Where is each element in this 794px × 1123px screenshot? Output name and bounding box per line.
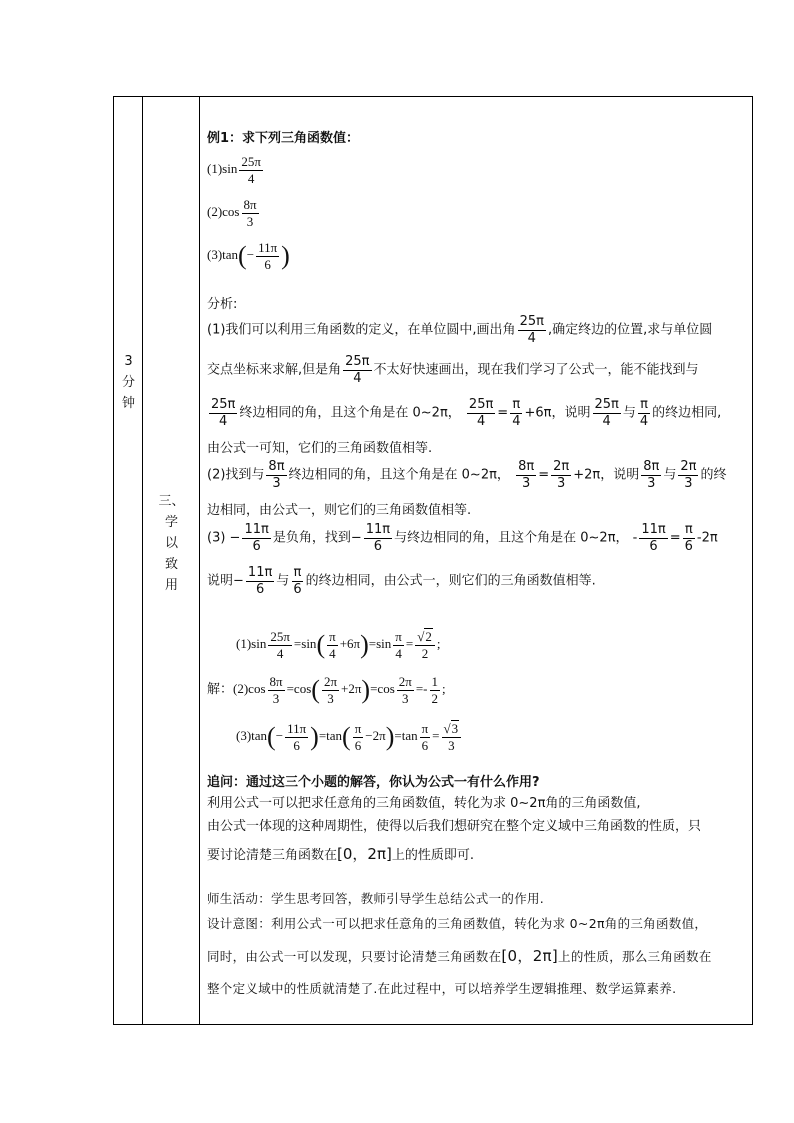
question-3: (3)tan(− $\frac{11\pi}{6}$ ) bbox=[207, 240, 290, 272]
intent-line-2: 同时，由公式一可以发现，只要讨论清楚三角函数在[0，2π]上的性质，那么三角函数在 bbox=[207, 947, 712, 965]
analysis-2-line1: (2)找到与 $\frac{8\pi}{3}$ 终边相同的角，且这个角是在 0~2π， $\frac{8\pi}{3}$ = $\frac{2\pi}{3}$ +2π，说明 $\frac{8\pi}{3}$ 与 $\frac{2\pi}{3}$ 的终 bbox=[207, 459, 727, 491]
time-column bbox=[114, 97, 143, 1024]
activity-note: 师生活动：学生思考回答，教师引导学生总结公式一的作用. bbox=[207, 891, 545, 906]
lesson-table bbox=[113, 96, 753, 1025]
solution-2: 解：(2)cos $\frac{8\pi}{3}$ =cos( $\frac{2\pi}{3}$ +2π)=cos $\frac{2\pi}{3}$ =- $\frac{1}{2}$ ; bbox=[207, 674, 446, 706]
analysis-label: 分析: bbox=[207, 297, 238, 312]
section-column bbox=[143, 97, 200, 1024]
followup-answer-3: 要讨论清楚三角函数在[0，2π]上的性质即可. bbox=[207, 845, 474, 863]
question-1: (1)sin $\frac{25\pi}{4}$ bbox=[207, 154, 261, 186]
analysis-1-line3: $\frac{25\pi}{4}$ 终边相同的角，且这个角是在 0~2π， $\frac{25\pi}{4}$ = $\frac{\pi}{4}$ +6π，说明 $\frac{25\pi}{4}$ 与 $\frac{\pi}{4}$ 的终边相同, bbox=[211, 397, 722, 429]
content-column bbox=[200, 97, 752, 1024]
analysis-3-line1: (3) − $\frac{11\pi}{6}$ 是负角，找到− $\frac{11\pi}{6}$ 与终边相同的角，且这个角是在 0~2π， - $\frac{11\pi}{6}$ = $\frac{\pi}{6}$ -2π bbox=[207, 522, 718, 554]
analysis-1-line4: 由公式一可知，它们的三角函数值相等. bbox=[207, 441, 433, 456]
section-label: 三、 学 以 致 用 bbox=[158, 494, 185, 593]
question-2: (2)cos $\frac{8\pi}{3}$ bbox=[207, 197, 257, 229]
solution-1: (1)sin $\frac{25\pi}{4}$ =sin( $\frac{\pi}{4}$ +6π)=sin $\frac{\pi}{4}$ = $\frac{√2}{2}$ ; bbox=[236, 629, 441, 661]
example-title: 例1：求下列三角函数值： bbox=[207, 131, 360, 146]
intent-line-3: 整个定义域中的性质就清楚了.在此过程中，可以培养学生逻辑推理、数学运算素养. bbox=[207, 981, 677, 996]
followup-question: 追问：通过这三个小题的解答，你认为公式一有什么作用? bbox=[207, 775, 540, 790]
analysis-1-line1: (1)我们可以利用三角函数的定义，在单位圆中,画出角 $\frac{25\pi}{4}$ ,确定终边的位置,求与单位圆 bbox=[207, 314, 713, 346]
analysis-3-line2: 说明− $\frac{11\pi}{6}$ 与 $\frac{\pi}{6}$ 的终边相同，由公式一，则它们的三角函数值相等. bbox=[207, 565, 596, 597]
followup-answer-1: 利用公式一可以把求任意角的三角函数值，转化为求 0~2π角的三角函数值, bbox=[207, 796, 641, 811]
time-label: 3 分 钟 bbox=[121, 354, 135, 411]
intent-line-1: 设计意图：利用公式一可以把求任意角的三角函数值，转化为求 0~2π角的三角函数值， bbox=[207, 916, 708, 931]
solution-3: (3)tan(− $\frac{11\pi}{6}$ )=tan( $\frac{\pi}{6}$ −2π)=tan $\frac{\pi}{6}$ = $\frac{√3}{3}$ bbox=[236, 722, 744, 752]
analysis-1-line2: 交点坐标来求解,但是角 $\frac{25\pi}{4}$ 不太好快速画出，现在我们学习了公式一，能不能找到与 bbox=[207, 354, 699, 386]
followup-answer-2: 由公式一体现的这种周期性，使得以后我们想研究在整个定义域中三角函数的性质，只 bbox=[207, 819, 702, 834]
analysis-2-line2: 边相同，由公式一，则它们的三角函数值相等. bbox=[207, 503, 472, 518]
